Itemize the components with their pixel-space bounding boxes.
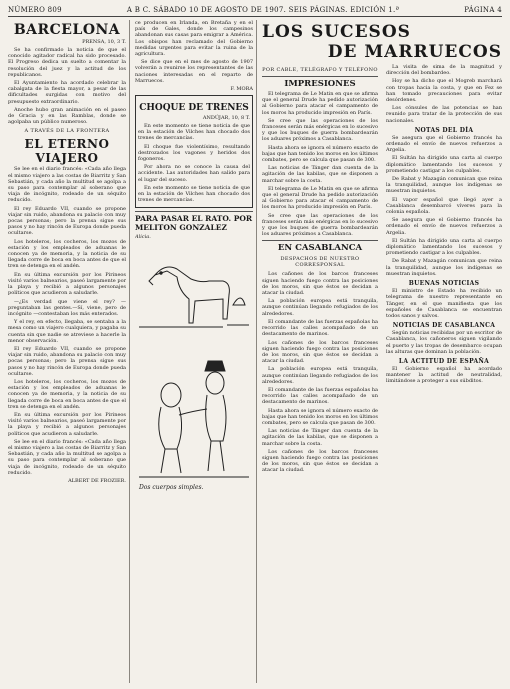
article-paragraph: Se ha confirmado la noticia de que el conocido agitador radical ha sido procesado. El Progreso dedica un suelto a comentar la resolución del juez y la actitud de los republicanos. xyxy=(8,47,126,78)
masthead: A B C. SÁBADO 10 DE AGOSTO DE 1907. SEIS PÁGINAS. EDICIÓN 1.ª xyxy=(126,6,400,14)
article-paragraph: El telegrama de Le Matin en que se afirma que el general Drude ha pedido autorización al Gobierno para atacar el campamento de los moros ha producido impresión en París. xyxy=(262,185,378,211)
article-paragraph: Se cree que las operaciones de los franceses serán más enérgicas en lo sucesivo y que los buques de guerra bombardearán los aduares próximos a Casablanca. xyxy=(262,117,378,143)
article-paragraph: El Sultán ha dirigido una carta al cuerpo diplomático lamentando los sucesos y prometiendo castigar a los culpables. xyxy=(386,237,502,257)
buenas-title: BUENAS NOTICIAS xyxy=(408,280,480,288)
article-paragraph: En su última excursión por los Pirineos visitó varios balnearios, paseó largamente por la playa y recibió a algunos personajes políticos que acudieron a saludarle. xyxy=(8,271,126,297)
column-marruecos xyxy=(262,20,502,683)
box-title: CHOQUE DE TRENES xyxy=(139,103,249,114)
signature: F. MORA xyxy=(230,86,253,93)
article-paragraph: En este momento se tiene noticia de que en la estación de Vilches han chocado dos trenes de mercancías. xyxy=(138,184,250,204)
article-paragraph: ce producen en Irlanda, en Bretaña y en el país de Gales, donde los campesinos abandonan sus casas para emigrar a América. Los obispos han reclamado del Gobierno medidas urgentes para evitar la ruina de la agricultura. xyxy=(135,20,253,58)
article-paragraph: El ministro de Estado ha recibido un telegrama de nuestro representante en Tánger, en el que manifiesta que los españoles de Casablanca se encuentran todos sanos y salvos. xyxy=(386,288,502,319)
article-paragraph: Los hoteleros, los cocheros, los mozos de estación y los empleados de aduanas le conocen ya de memoria, y la noticia de su llegada corre de boca en boca antes de que el tren se detenga en el andén. xyxy=(8,238,126,270)
article-paragraph: Las noticias de Tánger dan cuenta de la agitación de las kabilas, que se disponen a marchar sobre la costa. xyxy=(262,428,378,447)
signature: ALBERT DE FROZIER. xyxy=(68,477,126,484)
article-paragraph: Las noticias de Tánger dan cuenta de la agitación de las kabilas, que se disponen a marchar sobre la costa. xyxy=(262,165,378,184)
page-number: PÁGINA 4 xyxy=(464,6,502,14)
actitud-title: LA ACTITUD DE ESPAÑA xyxy=(398,357,490,365)
headline-line1: LOS SUCESOS xyxy=(262,22,411,42)
article-paragraph: El Sultán ha dirigido una carta al cuerpo diplomático lamentando los sucesos y prometiendo castigar a los culpables. xyxy=(386,155,502,174)
cartoon-caption-2: Dos cuerpos simples. xyxy=(139,484,204,492)
article-paragraph: Se asegura que el Gobierno francés ha ordenado el envío de nuevos refuerzos a Argelia. xyxy=(386,134,502,154)
article-paragraph: Se asegura que el Gobierno francés ha ordenado el envío de nuevos refuerzos a Argelia. xyxy=(386,217,502,236)
article-paragraph: De Rabat y Mazagán comunican que reina la tranquilidad, aunque los indígenas se muestran inquietos. xyxy=(386,176,502,195)
article-paragraph: Anoche hubo gran animación en el paseo de Gracia y en las Ramblas, donde se agolpaba un público numeroso. xyxy=(8,106,126,126)
article-paragraph: Y el rey, en efecto, llegaba, se sentaba a la mesa como un viajero cualquiera, y pagaba su cuenta sin que nadie se atreviese a hacerle la menor observación. xyxy=(8,319,126,344)
two-column-body xyxy=(262,64,502,476)
article-paragraph: Según noticias recibidas por un escritor de Casablanca, los cañoneros siguen vigilando el puerto y las tropas de desembarco ocupan las alturas que dominan la población. xyxy=(386,330,502,355)
subcolumn-right xyxy=(386,64,502,476)
article-paragraph: En este momento se tiene noticia de que en la estación de Vilches han chocado dos trenes de mercancías. xyxy=(138,123,250,142)
article-paragraph: La población europea está tranquila, aunque continúan llegando refugiados de los alrededores. xyxy=(262,366,378,385)
article-paragraph: En su última excursión por los Pirineos visitó varios balnearios, paseó largamente por la playa y recibió a algunos personajes políticos que acudieron a saludarle. xyxy=(8,411,126,437)
section-separator: A TRAVÉS DE LA FRONTERA xyxy=(24,128,110,135)
article-paragraph: Los cónsules de las potencias se han reunido para tratar de la protección de sus nacionales. xyxy=(386,105,502,124)
dateline: ANDÚJAR, 10, 8 T. xyxy=(202,115,250,122)
casablanca-news-title: NOTICIAS DE CASABLANCA xyxy=(392,322,496,330)
dateline: PRENSA, 10, 3 T. xyxy=(82,39,126,45)
page-header xyxy=(8,4,502,17)
article-paragraph: Los hoteleros, los cocheros, los mozos de estación y los empleados de aduanas le conocen ya de memoria, y la noticia de su llegada corre de boca en boca antes de que el tren se detenga en el andén. xyxy=(8,378,126,410)
article-paragraph: Se dice que en el mes de agosto de 1907 volverán a reunirse los representantes de las naciones interesadas en el reparto de Marruecos. xyxy=(135,59,253,84)
article-paragraph: Hasta ahora se ignora el número exacto de bajas que han tenido los moros en los últimos combates, pero se calcula que pasan de 300. xyxy=(262,407,378,426)
column-barcelona xyxy=(8,20,126,683)
article-paragraph: El Ayuntamiento ha acordado celebrar la cabalgata de la fiesta mayor, a pesar de las dificultades surgidas con motivo del presupuesto extraordinario. xyxy=(8,80,126,105)
article-paragraph: El rey Eduardo VII, cuando se propone viajar sin ruido, abandona su palacio con muy pocas personas; pero la prensa sigue sus pasos y no hay rincón de Europa donde pueda ocultarse. xyxy=(8,345,126,377)
cartoon-caption: Alicia. xyxy=(135,234,151,241)
cartoon-title: PARA PASAR EL RATO. POR MELITON GONZALEZ xyxy=(135,211,253,232)
notes-title: NOTAS DEL DÍA xyxy=(414,126,474,134)
article-paragraph: El rey Eduardo VII, cuando se propone viajar sin ruido, abandona su palacio con muy pocas personas; pero la prensa sigue sus pasos y no hay rincón de Europa donde pueda ocultarse. xyxy=(8,205,126,237)
subcolumn-left xyxy=(262,64,378,476)
impressions-title: IMPRESIONES xyxy=(262,76,378,89)
casablanca-subtitle: DESPACHOS DE NUESTRO CORRESPONSAL xyxy=(280,256,360,269)
article-paragraph: Los cañones de los barcos franceses siguen haciendo fuego contra las posiciones de los moros, sin que éstos se decidan a atacar la ciudad. xyxy=(262,271,378,297)
article-paragraph: El telegrama de Le Matin en que se afirma que el general Drude ha pedido autorización al Gobierno para atacar el campamento de los moros ha producido impresión en París. xyxy=(262,91,378,116)
article-paragraph: Los cañones de los barcos franceses siguen haciendo fuego contra las posiciones de los moros, sin que éstos se decidan a atacar la ciudad. xyxy=(262,339,378,365)
article-paragraph: Hasta ahora se ignora el número exacto de bajas que han tenido los moros en los últimos combates, pero se calcula que pasan de 300. xyxy=(262,144,378,164)
column-rule xyxy=(129,20,130,683)
cartoon-illustration xyxy=(135,245,253,493)
section-title: BARCELONA xyxy=(13,22,121,38)
article-paragraph: Se cree que las operaciones de los franceses serán más enérgicas en lo sucesivo y que los buques de guerra bombardearán los aduares próximos a Casablanca. xyxy=(262,212,378,238)
article-paragraph: Hoy se ha dicho que el Mogreb marchará con tropas hacia la costa, y que en Fez se han tomado precauciones para evitar desórdenes. xyxy=(386,78,502,104)
article-paragraph: El comandante de las fuerzas españolas ha recorrido las calles acompañado de un destacamento de marinos. xyxy=(262,318,378,338)
news-box xyxy=(135,95,253,208)
article-paragraph: Se lee en el diario francés: «Cada año llega el mismo viajero a las costas de Biarritz y San Sebastián, y cada año la multitud se agolpa a su paso para contemplar al soberano que viaja de incógnito, rodeado de un séquito reducido. xyxy=(8,438,126,476)
article-paragraph: El Gobierno español ha acordado mantener la actitud de neutralidad, limitándose a proteger a sus súbditos. xyxy=(386,365,502,385)
issue-number: NÚMERO 809 xyxy=(8,6,62,14)
article-paragraph: El vapor español que llegó ayer a Casablanca desembarcó víveres para la colonia española. xyxy=(386,196,502,216)
article-paragraph: De Rabat y Mazagán comunican que reina la tranquilidad, aunque los indígenas se muestran inquietos. xyxy=(386,258,502,277)
article-paragraph: Los cañones de los barcos franceses siguen haciendo fuego contra las posiciones de los moros, sin que éstos se decidan a atacar la ciudad. xyxy=(262,448,378,474)
column-rule xyxy=(256,20,257,683)
headline-sub: POR CABLE, TELÉGRAFO Y TELÉFONO xyxy=(262,67,378,73)
column-middle xyxy=(135,20,253,683)
article-paragraph: La población europea está tranquila, aunque continúan llegando refugiados de los alrededores. xyxy=(262,298,378,317)
article-paragraph: El comandante de las fuerzas españolas ha recorrido las calles acompañado de un destacamento de marinos. xyxy=(262,386,378,406)
headline-line2: DE MARRUECOS xyxy=(327,42,502,62)
article-title: EL ETERNO VIAJERO xyxy=(24,137,110,166)
article-paragraph: Por ahora no se conoce la causa del accidente. Las autoridades han salido para el lugar del suceso. xyxy=(138,164,250,183)
article-paragraph: El choque fue violentísimo, resultando destrozados los vagones y heridos dos fogoneros. xyxy=(138,143,250,163)
article-paragraph: Se lee en el diario francés: «Cada año llega el mismo viajero a las costas de Biarritz y San Sebastián, y cada año la multitud se agolpa a su paso para contemplar al soberano que viaja de incógnito, rodeado de un séquito reducido. xyxy=(8,166,126,204)
casablanca-title: EN CASABLANCA xyxy=(262,240,378,253)
article-paragraph: La visita de sima de la magnitud y dirección del bombardeo. xyxy=(386,64,502,77)
article-paragraph: —¿Es verdad que viene el rey? —preguntaban las gentes.—Sí, viene, pero de incógnito —contestaban los más enterados. xyxy=(8,298,126,317)
